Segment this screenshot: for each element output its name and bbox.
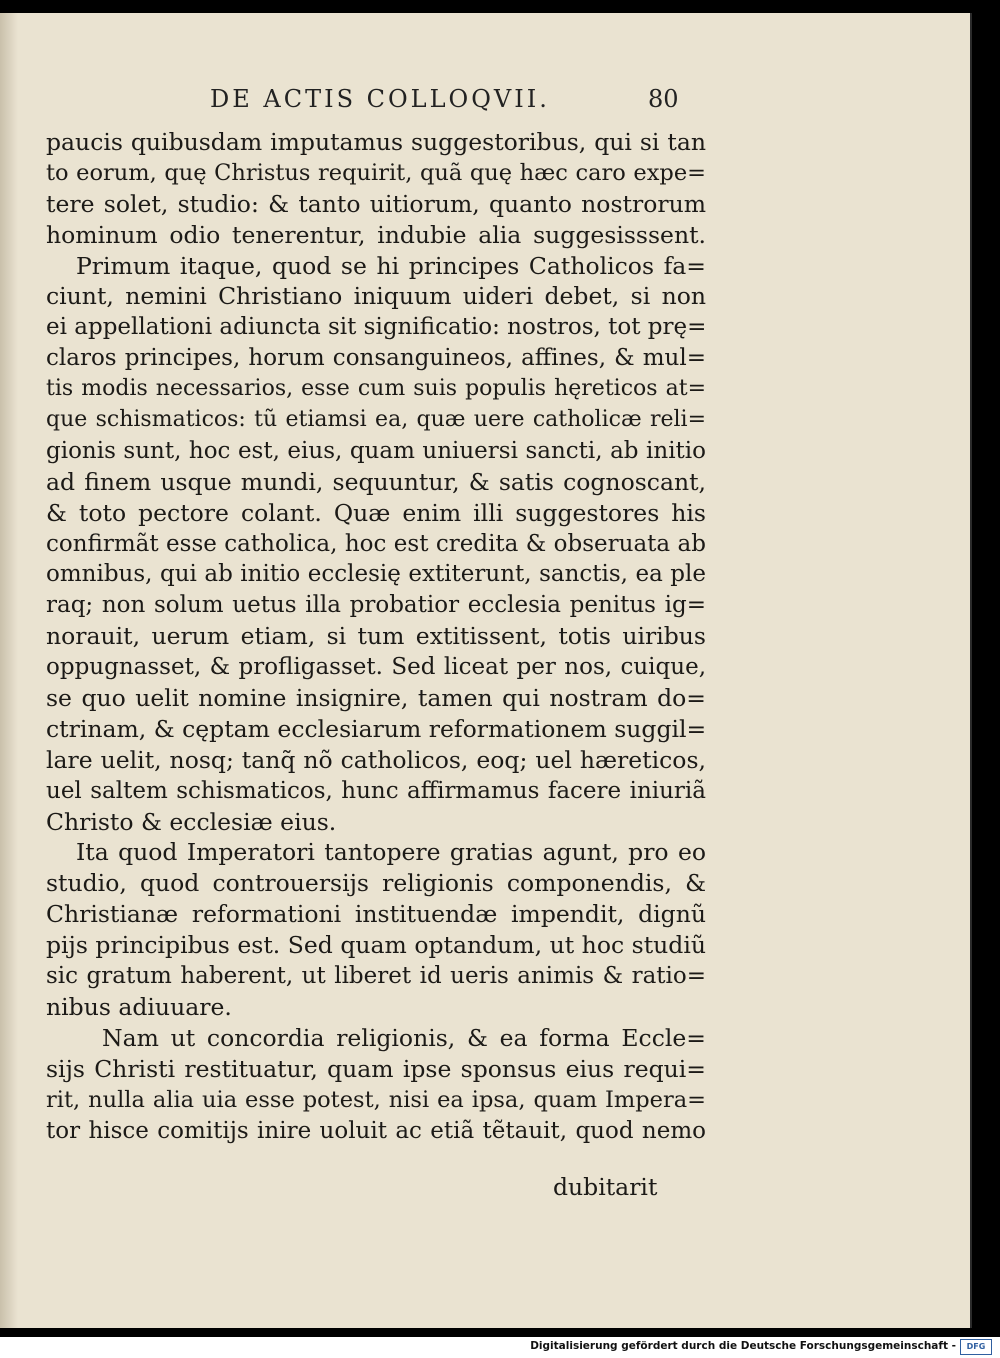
funding-note: Digitalisierung gefördert durch die Deutsche Forschungsgemeinschaft - [530, 1340, 956, 1352]
text-line: lare uelit, nosq; tanq̃ nõ catholicos, eoq; uel hæreticos, [46, 745, 706, 774]
text-line: studio, quod controuersijs religionis componendis, & [46, 869, 706, 898]
text-line: nibus adiuuare. [46, 992, 232, 1021]
dfg-logo: DFG [960, 1339, 992, 1355]
text-line: pijs principibus est. Sed quam optandum, ut hoc studiũ [46, 931, 706, 960]
text-line: tere solet, studio: & tanto uitiorum, quanto nostrorum [46, 189, 706, 218]
text-line: ei appellationi adiuncta sit significatio: nostros, tot prę= [46, 314, 707, 341]
running-head [0, 85, 972, 125]
text-line: Christo & ecclesiæ eius. [46, 807, 337, 836]
text-line: se quo uelit nomine insignire, tamen qui nostram do= [46, 684, 706, 713]
text-line: hominum odio tenerentur, indubie alia suggesisssent. [46, 220, 706, 249]
text-line: Primum itaque, quod se hi principes Catholicos fa= [76, 251, 706, 280]
text-line: Nam ut concordia religionis, & ea forma Eccle= [102, 1023, 706, 1052]
catchword: dubitarit [553, 1173, 658, 1201]
digitization-footer [0, 1337, 1000, 1358]
body-text [46, 127, 706, 1146]
text-line: rit, nulla alia uia esse potest, nisi ea ipsa, quam Impera= [46, 1086, 706, 1113]
text-line: tor hisce comitijs inire uoluit ac etiã tẽtauit, quod nemo [46, 1117, 706, 1144]
text-line: norauit, uerum etiam, si tum extitissent, totis uiribus [46, 622, 706, 651]
text-line: oppugnasset, & profligasset. Sed liceat per nos, cuique, [46, 654, 706, 681]
text-line: & toto pectore colant. Quæ enim illi suggestores his [46, 498, 706, 527]
text-line: ciunt, nemini Christiano iniquum uideri debet, si non [46, 282, 706, 311]
book-page [0, 13, 972, 1328]
text-line: omnibus, qui ab initio ecclesię extiterunt, sanctis, ea ple [46, 561, 706, 588]
text-line: uel saltem schismaticos, hunc affirmamus facere iniuriã [46, 777, 706, 804]
text-line: Ita quod Imperatori tantopere gratias agunt, pro eo [76, 838, 706, 867]
text-line: ad finem usque mundi, sequuntur, & satis cognoscant, [46, 467, 706, 496]
page-number: 80 [648, 85, 679, 113]
text-line: confirmãt esse catholica, hoc est credita & obseruata ab [46, 530, 706, 557]
running-title: DE ACTIS COLLOQVII. [210, 85, 550, 113]
text-line: paucis quibusdam imputamus suggestoribus, qui si tan [46, 128, 706, 156]
text-line: tis modis necessarios, esse cum suis populis hęreticos at= [46, 376, 706, 402]
text-line: to eorum, quę Christus requirit, quã quę hæc caro expe= [46, 159, 706, 186]
text-line: sijs Christi restituatur, quam ipse sponsus eius requi= [46, 1054, 706, 1083]
text-line: sic gratum haberent, ut liberet id ueris animis & ratio= [46, 963, 706, 990]
page-gutter-shadow [0, 13, 18, 1328]
text-line: gionis sunt, hoc est, eius, quam uniuersi sancti, ab initio [46, 437, 706, 464]
text-line: ctrinam, & cęptam ecclesiarum reformationem suggil= [46, 714, 707, 743]
text-line: raq; non solum uetus illa probatior ecclesia penitus ig= [46, 592, 706, 619]
text-line: claros principes, horum consanguineos, affines, & mul= [46, 345, 706, 372]
text-line: que schismaticos: tũ etiamsi ea, quæ uere catholicæ reli= [46, 407, 706, 433]
text-line: Christianæ reformationi instituendæ impendit, dignũ [46, 900, 706, 929]
